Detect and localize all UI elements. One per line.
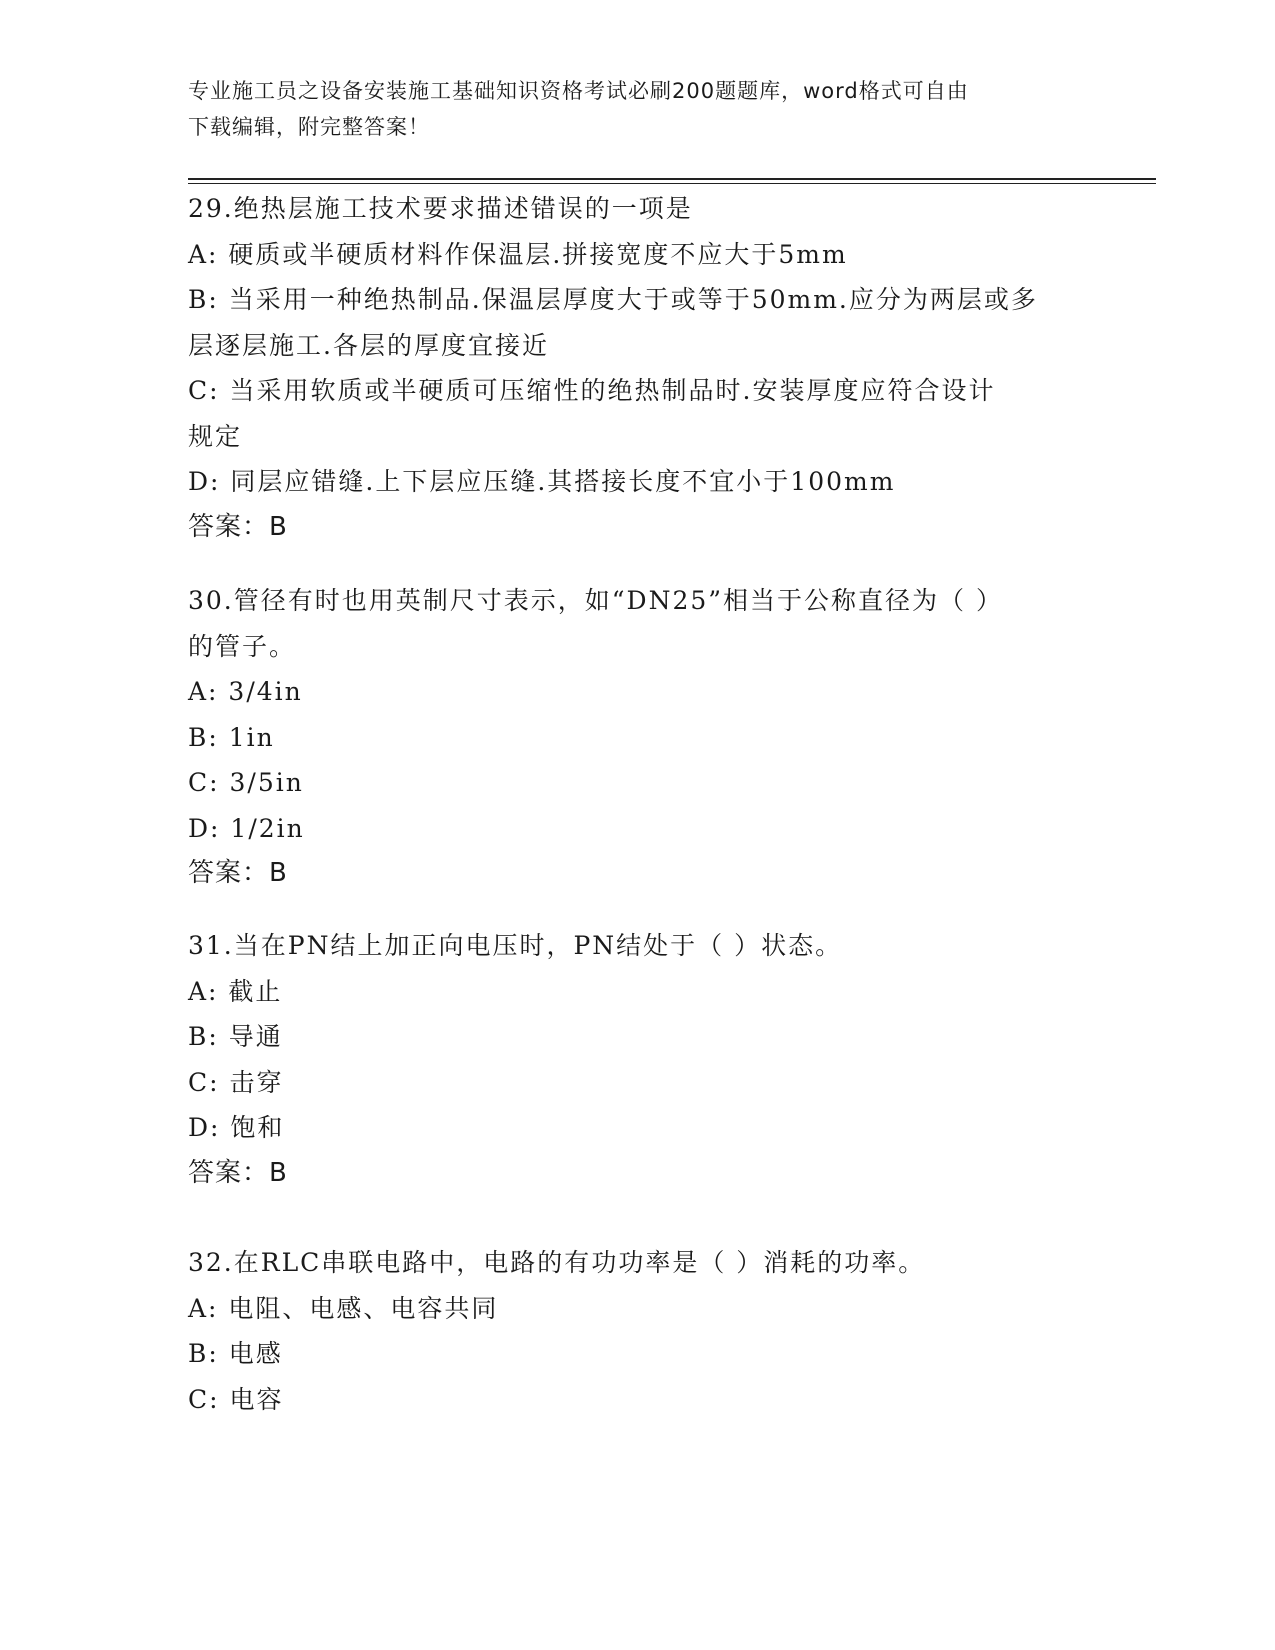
question-31	[188, 923, 1088, 1196]
header-line-2: 下载编辑，附完整答案！	[188, 115, 430, 139]
answer: 答案：B	[188, 858, 288, 888]
answer: 答案：B	[188, 1157, 288, 1188]
document-header	[188, 73, 1088, 145]
header-divider-thin	[188, 183, 1156, 184]
question-stem: 31.当在PN结上加正向电压时，PN结处于（ ）状态。	[188, 931, 843, 960]
option-c-continued: 规定	[188, 421, 243, 451]
question-stem: 30.管径有时也用英制尺寸表示，如“DN25”相当于公称直径为（ ）	[188, 586, 1003, 615]
option-a: A: 电阻、电感、电容共同	[188, 1293, 499, 1323]
option-a: A: 截止	[188, 976, 283, 1006]
header-line-1: 专业施工员之设备安装施工基础知识资格考试必刷200题题库，word格式可自由	[188, 79, 969, 103]
option-b-continued: 层逐层施工.各层的厚度宜接近	[188, 330, 549, 360]
option-b: B: 电感	[188, 1339, 283, 1368]
question-30	[188, 578, 1088, 897]
header-divider-thick	[188, 178, 1156, 180]
question-stem: 29.绝热层施工技术要求描述错误的一项是	[188, 194, 693, 223]
option-b: B: 1in	[188, 722, 275, 752]
answer: 答案：B	[188, 511, 288, 542]
option-c: C: 电容	[188, 1384, 284, 1414]
option-a: A: 3/4in	[188, 677, 303, 706]
question-29	[188, 186, 1088, 550]
option-b: B: 导通	[188, 1022, 283, 1051]
option-c: C: 当采用软质或半硬质可压缩性的绝热制品时.安装厚度应符合设计	[188, 376, 996, 405]
question-32	[188, 1240, 1088, 1422]
option-b: B: 当采用一种绝热制品.保温层厚度大于或等于50mm.应分为两层或多	[188, 285, 1038, 314]
option-a: A: 硬质或半硬质材料作保温层.拼接宽度不应大于5mm	[188, 239, 848, 269]
question-stem: 32.在RLC串联电路中，电路的有功功率是（ ）消耗的功率。	[188, 1248, 926, 1277]
option-d: D: 同层应错缝.上下层应压缝.其搭接长度不宜小于100mm	[188, 467, 896, 496]
option-c: C: 3/5in	[188, 768, 304, 797]
option-d: D: 1/2in	[188, 813, 305, 843]
option-c: C: 击穿	[188, 1067, 284, 1097]
question-stem-continued: 的管子。	[188, 631, 297, 661]
option-d: D: 饱和	[188, 1113, 285, 1142]
